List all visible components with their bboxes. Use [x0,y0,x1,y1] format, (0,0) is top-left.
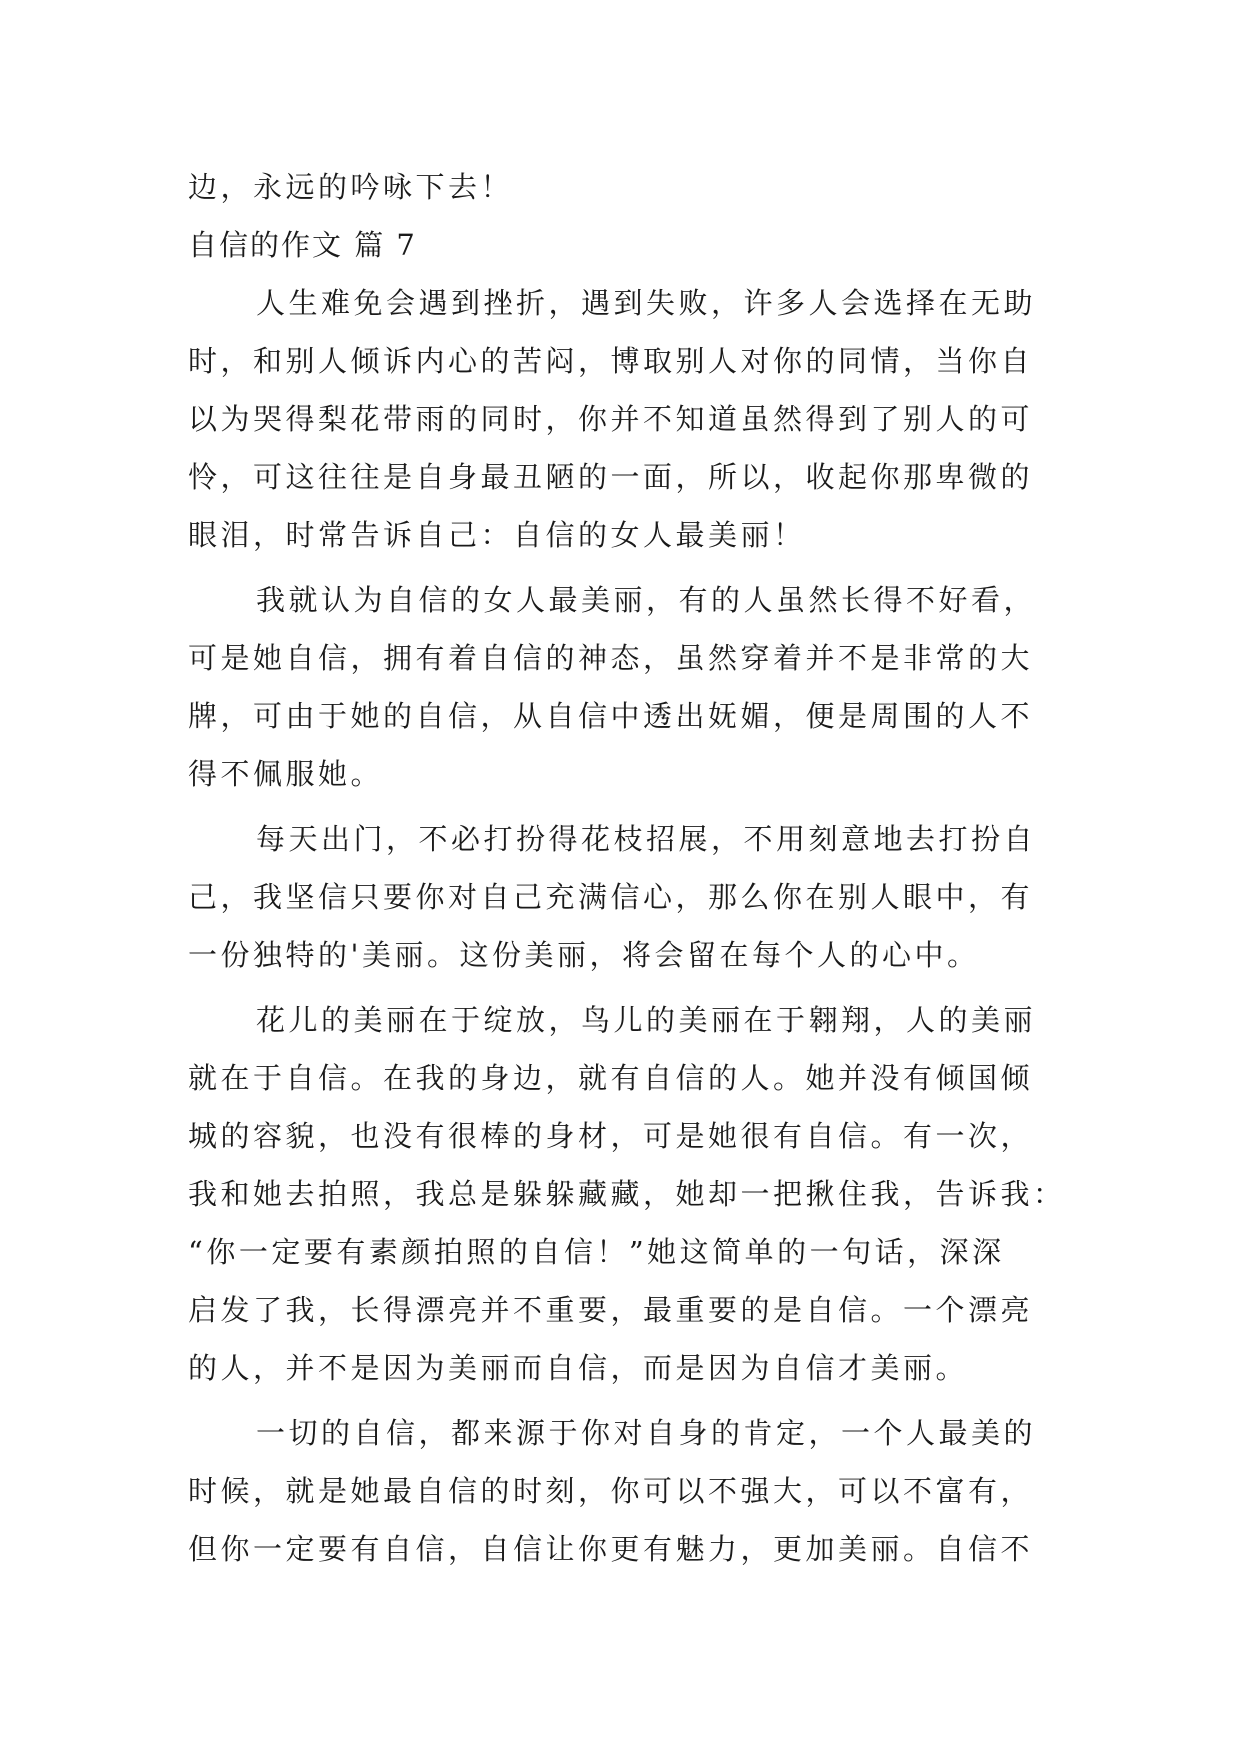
paragraph-line: 我和她去拍照，我总是躲躲藏藏，她却一把揪住我，告诉我： [188,1177,1066,1211]
paragraph-line: 的人，并不是因为美丽而自信，而是因为自信才美丽。 [188,1351,969,1385]
paragraph-2 [188,571,1058,803]
section-title: 自信的作文 篇 7 [188,228,417,262]
paragraph-line: 启发了我，长得漂亮并不重要，最重要的是自信。一个漂亮 [188,1293,1034,1327]
paragraph-line: 时，和别人倾诉内心的苦闷，博取别人对你的同情，当你自 [188,344,1034,378]
paragraph-3 [188,810,1058,984]
paragraph-line: 眼泪，时常告诉自己：自信的女人最美丽！ [188,518,806,552]
paragraph-5 [188,1404,1058,1578]
paragraph-line: 我就认为自信的女人最美丽，有的人虽然长得不好看， [256,583,1037,617]
paragraph-line: 一切的自信，都来源于你对自身的肯定，一个人最美的 [256,1416,1037,1450]
paragraph-line: 以为哭得梨花带雨的同时，你并不知道虽然得到了别人的可 [188,402,1034,436]
paragraph-line: 但你一定要有自信，自信让你更有魅力，更加美丽。自信不 [188,1532,1034,1566]
paragraph-4 [188,991,1066,1397]
paragraph-line: 城的容貌，也没有很棒的身材，可是她很有自信。有一次， [188,1119,1034,1153]
paragraph-line: 花儿的美丽在于绽放，鸟儿的美丽在于翱翔，人的美丽 [256,1003,1037,1037]
document-body [188,158,1066,1578]
paragraph-line: 一份独特的'美丽。这份美丽，将会留在每个人的心中。 [188,938,980,972]
paragraph-line: 时候，就是她最自信的时刻，你可以不强大，可以不富有， [188,1474,1034,1508]
carryover-line: 边，永远的吟咏下去！ [188,170,514,204]
paragraph-line: 怜，可这往往是自身最丑陋的一面，所以，收起你那卑微的 [188,460,1034,494]
paragraph-line: 牌，可由于她的自信，从自信中透出妩媚，便是周围的人不 [188,699,1034,733]
paragraph-1 [188,274,1058,564]
paragraph-line: “你一定要有素颜拍照的自信！”她这简单的一句话，深深 [188,1235,1005,1269]
paragraph-line: 就在于自信。在我的身边，就有自信的人。她并没有倾国倾 [188,1061,1034,1095]
paragraph-line: 人生难免会遇到挫折，遇到失败，许多人会选择在无助 [256,286,1037,320]
paragraph-line: 可是她自信，拥有着自信的神态，虽然穿着并不是非常的大 [188,641,1034,675]
paragraph-line: 每天出门，不必打扮得花枝招展，不用刻意地去打扮自 [256,822,1037,856]
paragraph-line: 得不佩服她。 [188,757,384,791]
paragraph-line: 己，我坚信只要你对自己充满信心，那么你在别人眼中，有 [188,880,1034,914]
